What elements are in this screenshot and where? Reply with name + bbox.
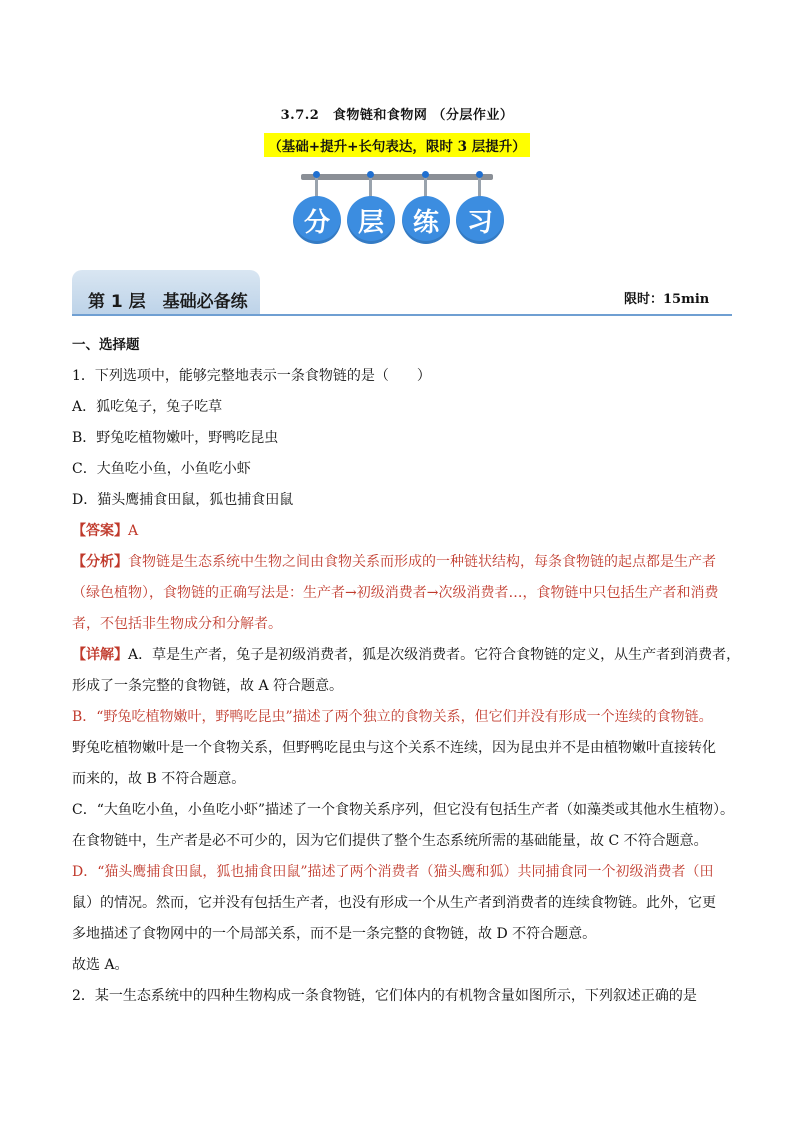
question-2-stem: 2．某一生态系统中的四种生物构成一条食物链，它们体内的有机物含量如图所示，下列叙述正确的是: [72, 988, 697, 1004]
answer-value: A: [128, 523, 139, 539]
option-a: A．狐吃兔子，兔子吃草: [72, 399, 223, 415]
answer-tag: 【答案】: [72, 523, 128, 539]
analysis-tag: 【分析】: [72, 554, 128, 570]
analysis-line-3: 者，不包括非生物成分和分解者。: [72, 616, 282, 632]
rail-dot: [422, 171, 429, 178]
detail-line-10: 多地描述了食物网中的一个局部关系，而不是一条完整的食物链，故 D 不符合题意。: [72, 926, 597, 942]
detail-text: A．草是生产者，兔子是初级消费者，狐是次级消费者。它符合食物链的定义，从生产者到消费者，: [128, 647, 741, 663]
page-title: 3.7.2 食物链和食物网 （分层作业）: [280, 108, 514, 123]
detail-line-7: 在食物链中，生产者是必不可少的，因为它们提供了整个生态系统所需的基础能量，故 C 不符合题意。: [72, 833, 708, 849]
detail-line-2: 形成了一条完整的食物链，故 A 符合题意。: [72, 678, 344, 694]
option-d: D．猫头鹰捕食田鼠，狐也捕食田鼠: [72, 492, 294, 508]
analysis-line-1: [72, 547, 742, 578]
analysis-line-2: （绿色植物），食物链的正确写法是：生产者→初级消费者→次级消费者…，食物链中只包括生产者和消费: [72, 585, 719, 601]
option-c: C．大鱼吃小鱼，小鱼吃小虾: [72, 461, 251, 477]
rail-dot: [367, 171, 374, 178]
detail-line-3: B．“野兔吃植物嫩叶，野鸭吃昆虫”描述了两个独立的食物关系，但它们并没有形成一个连续的食物链。: [72, 709, 713, 725]
part-heading: 一、选择题: [72, 337, 140, 353]
section-label: 第 1 层 基础必备练: [88, 292, 248, 312]
detail-line-8: D．“猫头鹰捕食田鼠，狐也捕食田鼠”描述了两个消费者（猫头鹰和狐）共同捕食同一个初级消费者（田: [72, 864, 714, 880]
detail-tag: 【详解】: [72, 647, 128, 663]
answer-line: [72, 516, 742, 547]
badge-fen: 分: [293, 196, 341, 244]
badge-lian: 练: [402, 196, 450, 244]
subtitle: （基础+提升+长句表达，限时 3 层提升）: [264, 133, 529, 157]
conclusion: 故选 A。: [72, 957, 129, 973]
question-content: [72, 330, 742, 1012]
detail-line-5: 而来的，故 B 不符合题意。: [72, 771, 246, 787]
decorative-rail: [301, 174, 493, 180]
detail-line-6: C．“大鱼吃小鱼，小鱼吃小虾”描述了一个食物关系序列，但它没有包括生产者（如藻类或其他水生植物）。: [72, 802, 735, 818]
time-limit: 限时：15min: [624, 292, 710, 307]
detail-line-4: 野兔吃植物嫩叶是一个食物关系，但野鸭吃昆虫与这个关系不连续，因为昆虫并不是由植物嫩叶直接转化: [72, 740, 716, 756]
subtitle-wrap: [0, 133, 794, 157]
rail-dot: [313, 171, 320, 178]
rail-dot: [476, 171, 483, 178]
detail-line-9: 鼠）的情况。然而，它并没有包括生产者，也没有形成一个从生产者到消费者的连续食物链。此外，它更: [72, 895, 716, 911]
badge-xi: 习: [456, 196, 504, 244]
option-b: B．野兔吃植物嫩叶，野鸭吃昆虫: [72, 430, 279, 446]
section-divider: [72, 314, 732, 316]
badge-ceng: 层: [347, 196, 395, 244]
analysis-text: 食物链是生态系统中生物之间由食物关系而形成的一种链状结构，每条食物链的起点都是生产者: [128, 554, 716, 570]
question-stem: 1．下列选项中，能够完整地表示一条食物链的是（ ）: [72, 368, 431, 384]
detail-line-1: [72, 640, 742, 671]
